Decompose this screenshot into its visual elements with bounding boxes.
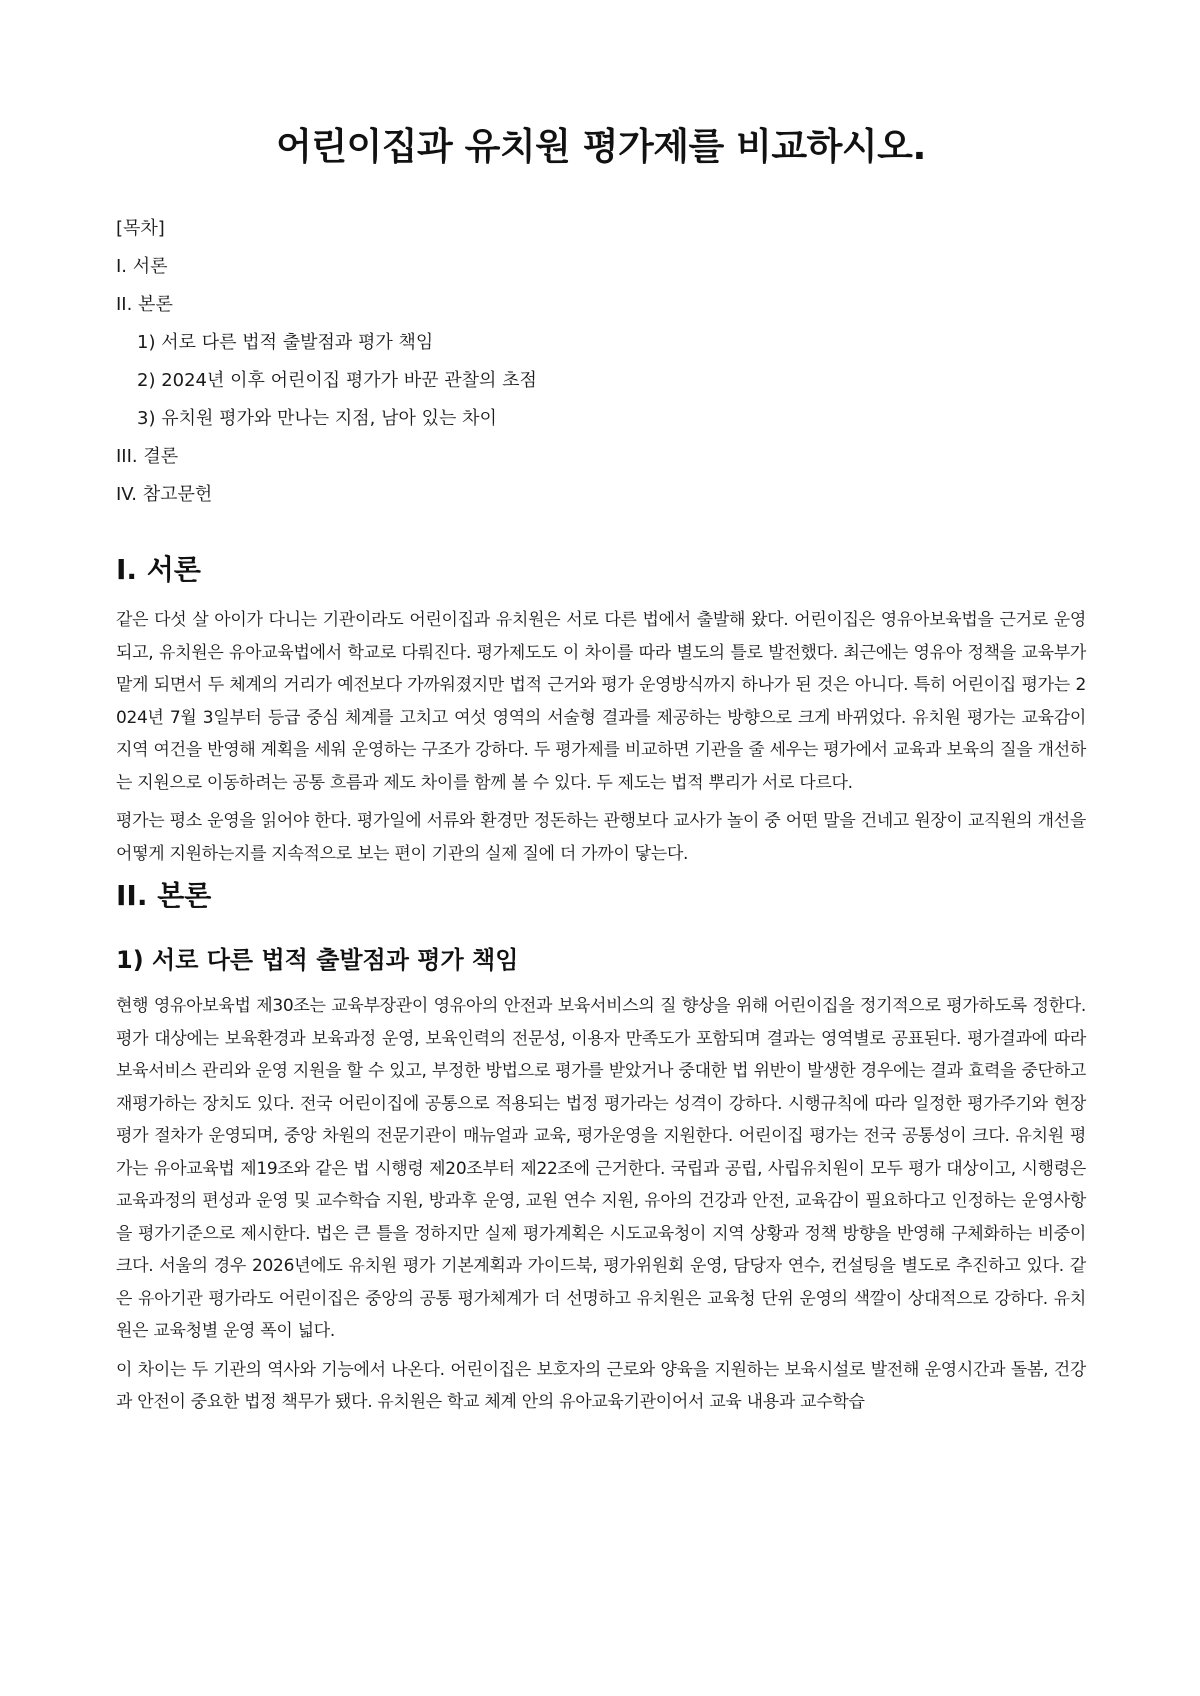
toc-item-conclusion: III. 결론 xyxy=(116,446,179,467)
intro-paragraph-2: 평가는 평소 운영을 읽어야 한다. 평가일에 서류와 환경만 정돈하는 관행보다 교사가 놀이 중 어떤 말을 건네고 원장이 교직원의 개선을 어떻게 지원하는지를 지속적으로 보는 편이 기관의 실제 질에 더 가까이 닿는다. xyxy=(116,811,1086,864)
toc-item-body-2: 2) 2024년 이후 어린이집 평가가 바꾼 관찰의 초점 xyxy=(137,370,537,391)
section-intro xyxy=(116,550,1086,870)
body-paragraph-1: 현행 영유아보육법 제30조는 교육부장관이 영유아의 안전과 보육서비스의 질 향상을 위해 어린이집을 정기적으로 평가하도록 정한다. 평가 대상에는 보육환경과 보육과정 운영, 보육인력의 전문성, 이용자 만족도가 포함되며 결과는 영역별로 공표된다. 평가결과에 따라 보육서비스 관리와 운영 지원을 할 수 있고, 부정한 방법으로 평가를 받았거나 중대한 법 위반이 발생한 경우에는 결과 효력을 중단하고 재평가하는 장치도 있다. 전국 어린이집에 공통으로 적용되는 법정 평가라는 성격이 강하다. 시행규칙에 따라 일정한 평가주기와 현장평가 절차가 운영되며, 중앙 차원의 전문기관이 매뉴얼과 교육, 평가운영을 지원한다. 어린이집 평가는 전국 공통성이 크다. 유치원 평가는 유아교육법 제19조와 같은 법 시행령 제20조부터 제22조에 근거한다. 국립과 공립, 사립유치원이 모두 평가 대상이고, 시행령은 교육과정의 편성과 운영 및 교수학습 지원, 방과후 운영, 교원 연수 지원, 유아의 건강과 안전, 교육감이 필요하다고 인정하는 운영사항을 평가기준으로 제시한다. 법은 큰 틀을 정하지만 실제 평가계획은 시도교육청이 지역 상황과 정책 방향을 반영해 구체화하는 비중이 크다. 서울의 경우 2026년에도 유치원 평가 기본계획과 가이드북, 평가위원회 운영, 담당자 연수, 컨설팅을 별도로 추진하고 있다. 같은 유아기관 평가라도 어린이집은 중앙의 공통 평가체계가 더 선명하고 유치원은 교육청 단위 운영의 색깔이 상대적으로 강하다. 유치원은 교육청별 운영 폭이 넓다. xyxy=(116,996,1086,1341)
document-title: 어린이집과 유치원 평가제를 비교하시오. xyxy=(276,125,926,168)
section-body xyxy=(116,876,1086,1419)
toc-heading: [목차] xyxy=(116,218,165,239)
intro-paragraph-1: 같은 다섯 살 아이가 다니는 기관이라도 어린이집과 유치원은 서로 다른 법에서 출발해 왔다. 어린이집은 영유아보육법을 근거로 운영되고, 유치원은 유아교육법에서 학교로 다뤄진다. 평가제도도 이 차이를 따라 별도의 틀로 발전했다. 최근에는 영유아 정책을 교육부가 맡게 되면서 두 체계의 거리가 예전보다 가까워졌지만 법적 근거와 평가 운영방식까지 하나가 된 것은 아니다. 특히 어린이집 평가는 2024년 7월 3일부터 등급 중심 체계를 고치고 여섯 영역의 서술형 결과를 제공하는 방향으로 크게 바뀌었다. 유치원 평가는 교육감이 지역 여건을 반영해 계획을 세워 운영하는 구조가 강하다. 두 평가제를 비교하면 기관을 줄 세우는 평가에서 교육과 보육의 질을 개선하는 지원으로 이동하려는 공통 흐름과 제도 차이를 함께 볼 수 있다. 두 제도는 법적 뿌리가 서로 다르다. xyxy=(116,610,1086,793)
toc-item-references: IV. 참고문헌 xyxy=(116,484,213,505)
toc-item-body-1: 1) 서로 다른 법적 출발점과 평가 책임 xyxy=(137,332,434,353)
subsection-heading-1: 1) 서로 다른 법적 출발점과 평가 책임 xyxy=(116,946,519,974)
body-paragraph-2: 이 차이는 두 기관의 역사와 기능에서 나온다. 어린이집은 보호자의 근로와 양육을 지원하는 보육시설로 발전해 운영시간과 돌봄, 건강과 안전이 중요한 법정 책무가 됐다. 유치원은 학교 체계 안의 유아교육기관이어서 교육 내용과 교수학습 xyxy=(116,1359,1086,1412)
section-heading-intro: I. 서론 xyxy=(116,553,201,586)
toc-item-body-3: 3) 유치원 평가와 만나는 지점, 남아 있는 차이 xyxy=(137,408,497,429)
toc-item-body: II. 본론 xyxy=(116,294,173,315)
table-of-contents xyxy=(116,210,1086,514)
section-heading-body: II. 본론 xyxy=(116,879,212,912)
toc-item-intro: I. 서론 xyxy=(116,256,168,277)
